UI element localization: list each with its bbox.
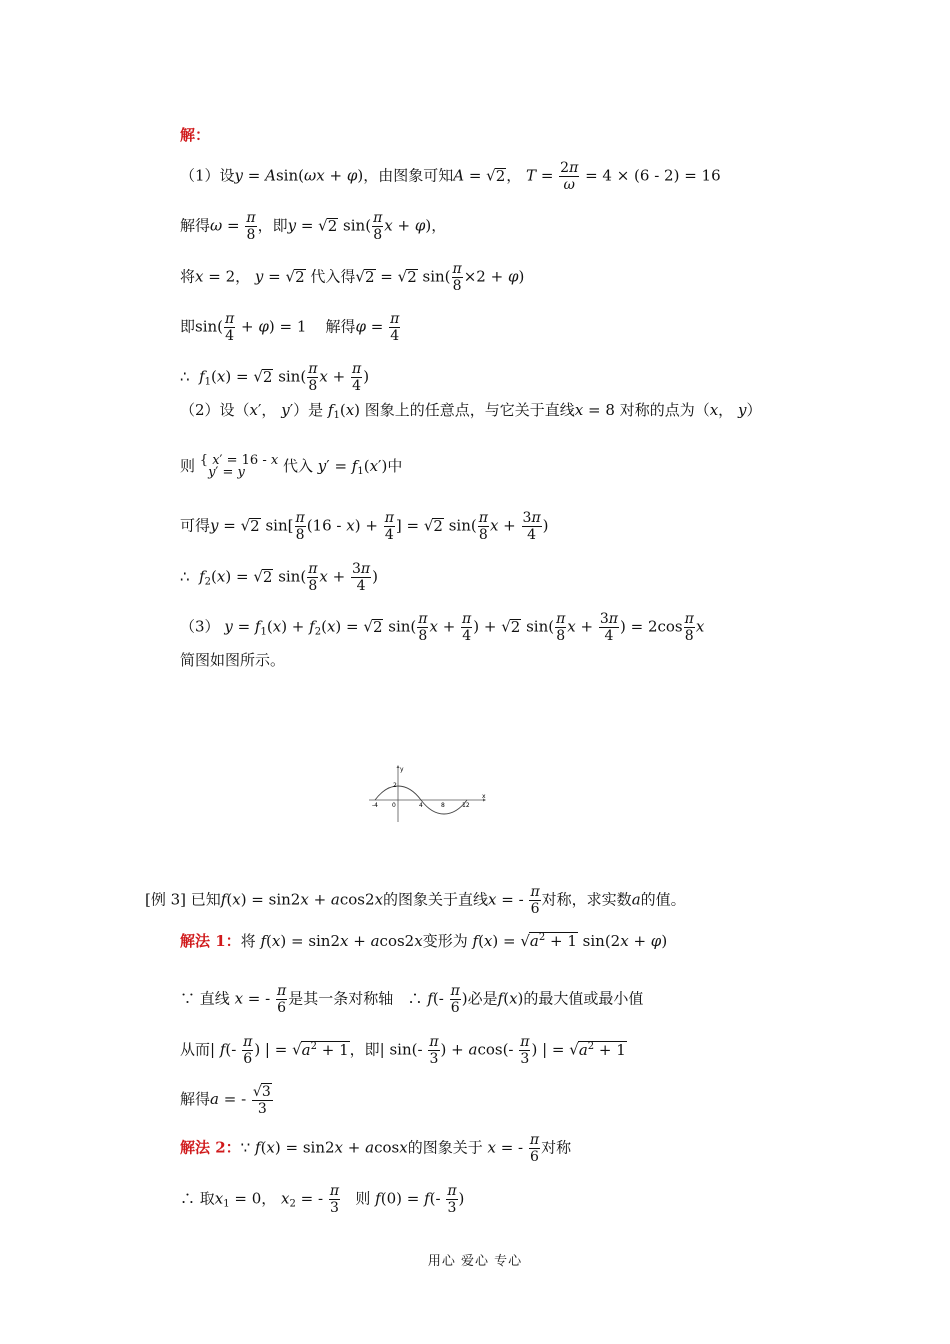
hence-line: 从而| f(- $\frac{\pi}{6}$ ) | = $√a^2 + 1$，即| sin(- $\frac{\pi}{3}$ ) + acos(- $\frac{\pi}{3}$ ) | = $√a^2 + 1$: [180, 1034, 626, 1067]
tick-label-8: 8: [441, 802, 445, 809]
cosine-graph: [365, 762, 490, 826]
sketch-note: 简图如图所示。: [180, 651, 286, 669]
method2-line: 解法 2：∵ f(x) = sin2x + acosx的图象关于 x = - $\frac{\pi}{6}$ 对称: [180, 1132, 572, 1165]
system-line: 则 { x′ = 16 - x y′ = y 代入 $y' = f_1(x')$中: [180, 453, 403, 480]
y-axis-label: y: [400, 766, 404, 773]
axis-line: ∵ 直线 x = - $\frac{\pi}{6}$ 是其一条对称轴 ∴ f(- $\frac{\pi}{6}$ )必是f(x)的最大值或最小值: [180, 983, 644, 1016]
part2-line: （2）设（x′， y′）是 $f_1(x)$ 图象上的任意点，与它关于直线x = 8 对称的点为（x， y）: [180, 401, 762, 421]
tick-label-4: 4: [419, 802, 423, 809]
example3-statement: [例 3] 已知f(x) = sin2x + acos2x的图象关于直线x = - $\frac{\pi}{6}$ 对称，求实数a的值。: [145, 884, 686, 917]
y-tick-label: 2: [393, 782, 397, 789]
page-footer: 用心 爱心 专心: [427, 1254, 523, 1269]
part3-line: （3） $y = f_1(x) + f_2(x) = √2$ sin( $\frac{\pi}{8}$ x + $\frac{\pi}{4}$ ) + √2 sin( $\frac{\pi}{8}$ x + $\frac{3\pi}{4}$ ) = 2cos $\frac{\pi}{8}$ x: [180, 611, 705, 644]
tick-label-0: 0: [392, 802, 396, 809]
f1-line: ∴ $f_1(x) = √2$ sin( $\frac{\pi}{8}$ x + $\frac{\pi}{4}$ ): [180, 361, 370, 394]
tick-label-neg4: -4: [372, 802, 378, 809]
obtain-line: 可得y = √2 sin[ $\frac{\pi}{8}$ (16 - x) + $\frac{\pi}{4}$ ] = √2 sin( $\frac{\pi}{8}$ x + $\frac{3\pi}{4}$ ): [180, 510, 549, 543]
omega-line: 解得ω = $\frac{\pi}{8}$ ，即y = √2 sin( $\frac{\pi}{8}$ x + φ)，: [180, 210, 447, 243]
x-axis-label: x: [482, 793, 486, 800]
part1-line: （1）设y = Asin(ωx + φ)，由图象可知A = √2， T = $\frac{2\pi}{\omega}$ = 4 × (6 - 2) = 16: [180, 160, 721, 193]
take-line: ∴ 取$x_1 = 0$， $x_2$ = - $\frac{\pi}{3}$ 则 f(0) = f(- $\frac{\pi}{3}$ ): [180, 1183, 465, 1216]
solve-a-line: 解得a = - $\frac{√3}{3}$: [180, 1084, 271, 1117]
f2-line: ∴ $f_2(x) = √2$ sin( $\frac{\pi}{8}$ x + $\frac{3\pi}{4}$ ): [180, 561, 378, 594]
tick-label-12: 12: [462, 802, 470, 809]
solution-title: 解：: [180, 126, 211, 144]
substitute-line: 将x = 2， y = √2 代入得√2 = √2 sin( $\frac{\pi}{8}$ ×2 + φ): [180, 261, 525, 294]
phi-line: 即sin( $\frac{\pi}{4}$ + φ) = 1 解得φ = $\frac{\pi}{4}$: [180, 311, 400, 344]
method1-line: 解法 1：将 f(x) = sin2x + acos2x变形为 $f(x) = √a^2 + 1$ sin(2x + φ): [180, 932, 668, 950]
